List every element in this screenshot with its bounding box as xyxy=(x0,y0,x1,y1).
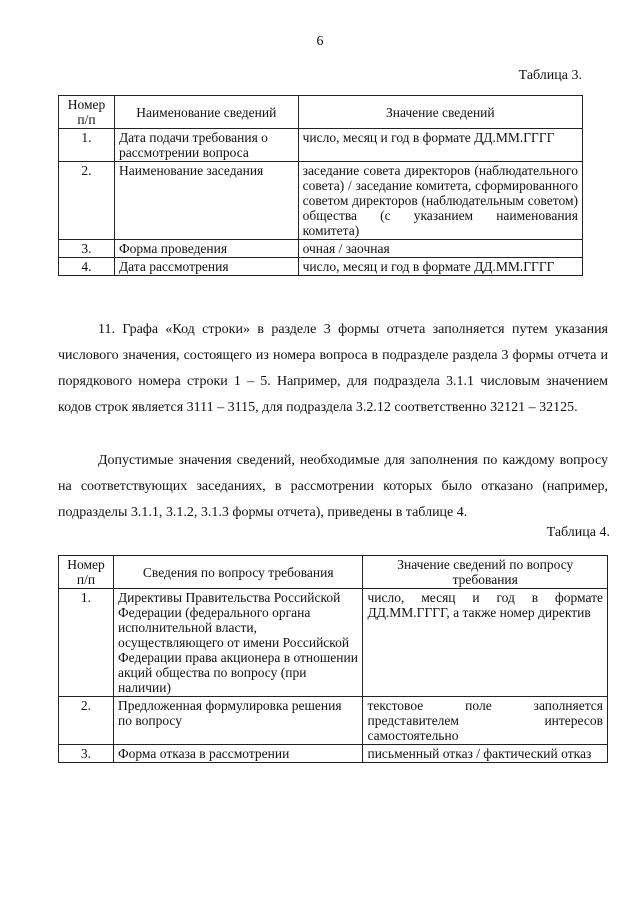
paragraph-allowed-values: Допустимые значения сведений, необходимые для заполнения по каждому вопросу на соответствующих заседаниях, в рассмотрении которых было отказано (например, подразделы 3.1.1, 3.1.2, 3.1.3 формы отчета), приведены в таблице 4. xyxy=(58,453,608,520)
row-number: 1. xyxy=(59,129,115,162)
row-value: очная / заочная xyxy=(298,240,582,258)
header-question-value: Значение сведений по вопросу требования xyxy=(363,556,608,589)
paragraph-11: 11. Графа «Код строки» в разделе 3 формы отчета заполняется путем указания числового значения, состоящего из номера вопроса в подразделе раздела 3 формы отчета и порядкового номера строки 1 – 5. Например, для подраздела 3.1.1 числовым значением кодов строк является 3111 – 3115, для подраздела 3.2.12 соответственно 32121 – 32125. xyxy=(58,322,608,415)
table3-caption: Таблица 3. xyxy=(518,68,582,83)
table-header-row xyxy=(59,556,608,589)
table-4 xyxy=(58,555,608,763)
row-number: 3. xyxy=(59,745,114,763)
table-row xyxy=(59,589,608,697)
row-number: 4. xyxy=(59,258,115,276)
row-value: число, месяц и год в формате ДД.ММ.ГГГГ xyxy=(298,258,582,276)
row-name: Директивы Правительства Российской Федерации (федерального органа исполнительной власти, осуществляющего от имени Российской Федерации права акционера в отношении акций общества по вопросу (при наличии) xyxy=(113,589,363,697)
row-name: Дата подачи требования о рассмотрении вопроса xyxy=(114,129,298,162)
table-row xyxy=(59,697,608,745)
row-value: текстовое поле заполняется представителем интересов самостоятельно xyxy=(363,697,608,745)
table-row xyxy=(59,129,583,162)
table-row xyxy=(59,240,583,258)
header-question-info: Сведения по вопросу требования xyxy=(113,556,363,589)
row-value: письменный отказ / фактический отказ xyxy=(363,745,608,763)
header-number: Номер п/п xyxy=(59,96,115,129)
row-value: заседание совета директоров (наблюдательного совета) / заседание комитета, сформированного советом директоров (наблюдательным советом) общества (с указанием наименования комитета) xyxy=(298,162,582,240)
table-row xyxy=(59,745,608,763)
header-value: Значение сведений xyxy=(298,96,582,129)
row-number: 1. xyxy=(59,589,114,697)
row-number: 2. xyxy=(59,162,115,240)
row-name: Наименование заседания xyxy=(114,162,298,240)
row-name: Предложенная формулировка решения по вопросу xyxy=(113,697,363,745)
row-number: 3. xyxy=(59,240,115,258)
row-name: Форма проведения xyxy=(114,240,298,258)
table-3 xyxy=(58,95,583,276)
page-number: 6 xyxy=(316,34,324,49)
table-row xyxy=(59,258,583,276)
row-value: число, месяц и год в формате ДД.ММ.ГГГГ, а также номер директив xyxy=(363,589,608,697)
row-name: Форма отказа в рассмотрении xyxy=(113,745,363,763)
row-number: 2. xyxy=(59,697,114,745)
row-value: число, месяц и год в формате ДД.ММ.ГГГГ xyxy=(298,129,582,162)
header-name: Наименование сведений xyxy=(114,96,298,129)
header-number: Номер п/п xyxy=(59,556,114,589)
row-name: Дата рассмотрения xyxy=(114,258,298,276)
table4-caption: Таблица 4. xyxy=(546,525,610,540)
table-header-row xyxy=(59,96,583,129)
table-row xyxy=(59,162,583,240)
